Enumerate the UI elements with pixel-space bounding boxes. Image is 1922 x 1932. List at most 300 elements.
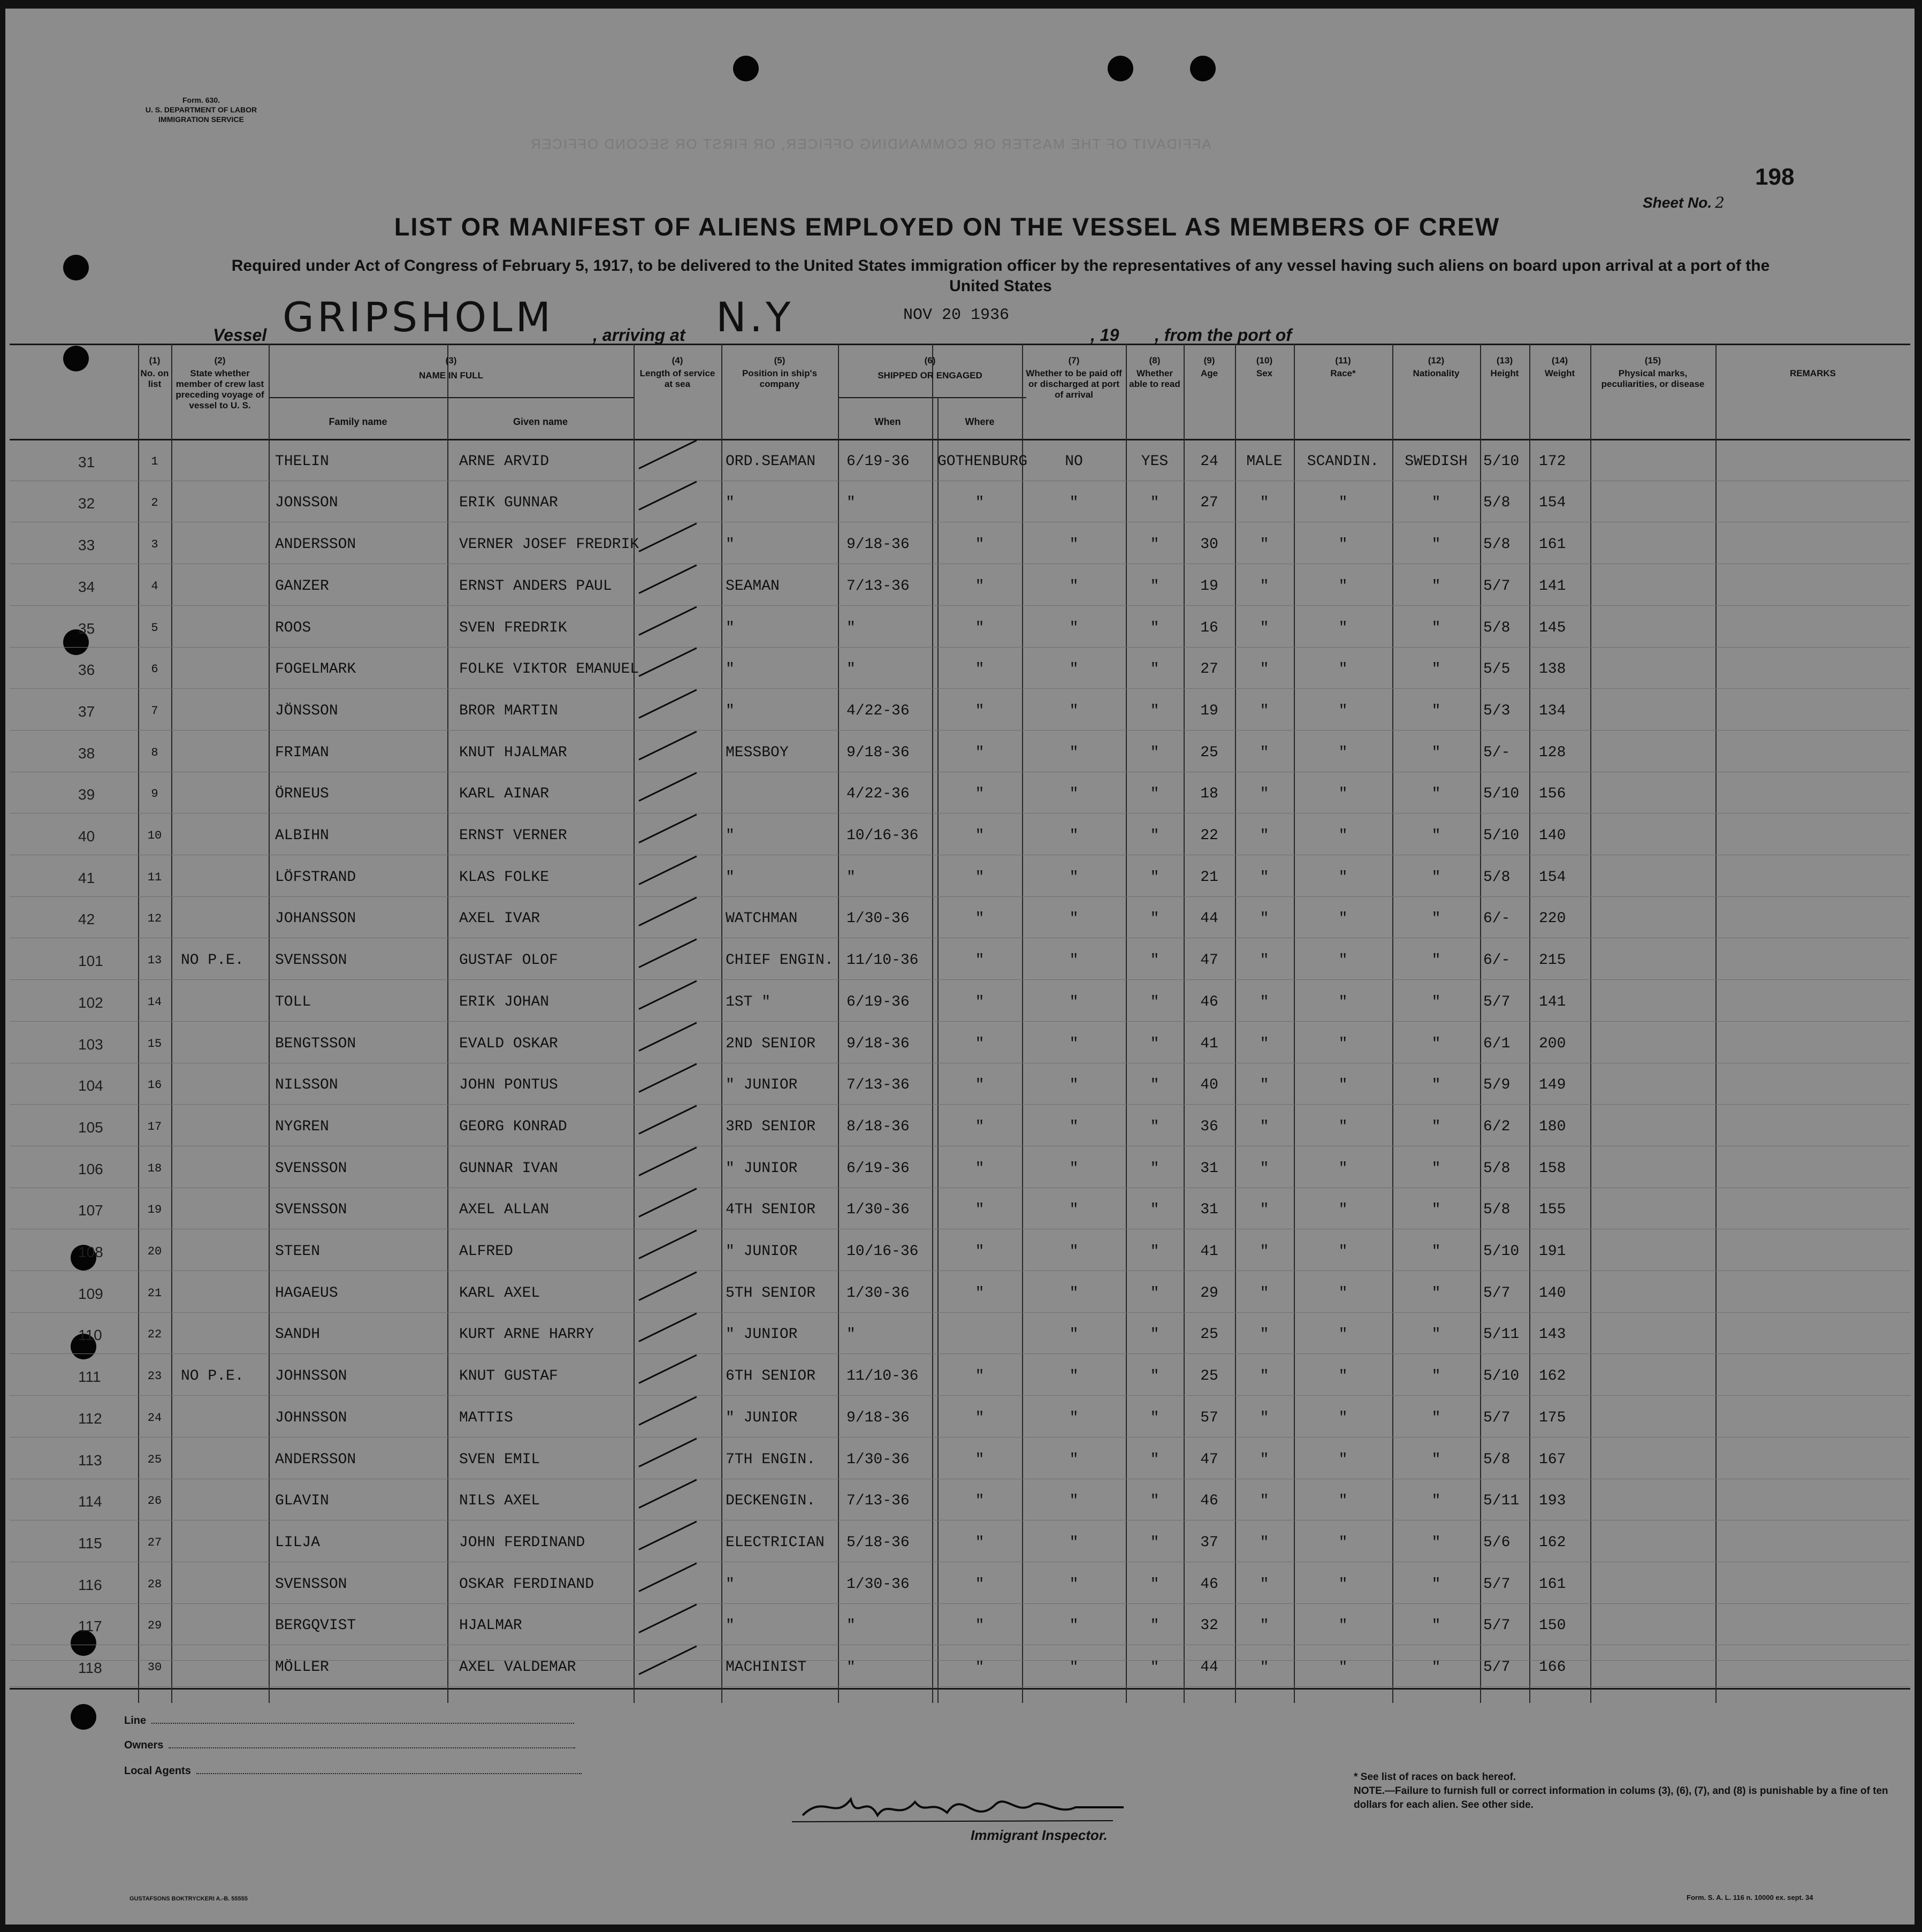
able-to-read: " bbox=[1150, 827, 1160, 844]
inspector-signature bbox=[792, 1783, 1134, 1831]
shipped-when: " bbox=[846, 1617, 856, 1634]
row-margin-number: 36 bbox=[78, 661, 95, 678]
table-bottom-rule bbox=[10, 1688, 1910, 1690]
able-to-read: " bbox=[1150, 1160, 1160, 1177]
list-number: 23 bbox=[147, 1370, 162, 1383]
ship-position: " bbox=[726, 869, 735, 886]
age: 44 bbox=[1200, 910, 1218, 927]
printer-imprint: GUSTAFSONS BOKTRYCKERI A.-B. 55555 bbox=[129, 1896, 248, 1902]
paid-off: " bbox=[1069, 744, 1079, 761]
given-name: BROR MARTIN bbox=[459, 703, 558, 719]
able-to-read: " bbox=[1150, 869, 1160, 886]
able-to-read: " bbox=[1150, 994, 1160, 1010]
paid-off: " bbox=[1069, 1119, 1079, 1135]
given-name: GUNNAR IVAN bbox=[459, 1160, 558, 1177]
family-name: SVENSSON bbox=[275, 1201, 347, 1218]
shipped-when: 7/13-36 bbox=[846, 578, 910, 595]
ship-position: " bbox=[726, 661, 735, 678]
ship-position: 2ND SENIOR bbox=[726, 1036, 816, 1052]
row-margin-number: 110 bbox=[78, 1327, 102, 1343]
column-header: State whether member of crew last preceding voyage of vessel to U. S. bbox=[176, 368, 264, 410]
shipped-when: 9/18-36 bbox=[846, 1410, 910, 1426]
weight: 220 bbox=[1539, 910, 1566, 927]
given-name: JOHN PONTUS bbox=[459, 1077, 558, 1093]
sheet-label: Sheet No. bbox=[1643, 194, 1712, 211]
column-number: (4) bbox=[672, 355, 683, 366]
sex: " bbox=[1260, 1451, 1269, 1468]
race: " bbox=[1338, 1077, 1348, 1093]
given-name: AXEL ALLAN bbox=[459, 1201, 550, 1218]
weight: 200 bbox=[1539, 1036, 1566, 1052]
family-name: SANDH bbox=[275, 1326, 321, 1343]
able-to-read: " bbox=[1150, 910, 1160, 927]
race: " bbox=[1338, 1576, 1348, 1593]
row-rule bbox=[10, 605, 1910, 606]
row-margin-number: 38 bbox=[78, 745, 95, 762]
column-header: Sex bbox=[1256, 368, 1273, 378]
family-name: THELIN bbox=[275, 453, 329, 470]
column-header: Position in ship's company bbox=[742, 368, 818, 389]
service-tick-mark bbox=[638, 1022, 697, 1052]
height: 5/7 bbox=[1483, 1617, 1511, 1634]
sex: " bbox=[1260, 1493, 1269, 1509]
list-number: 2 bbox=[151, 496, 158, 509]
height: 5/- bbox=[1483, 744, 1511, 761]
column-header: NAME IN FULL bbox=[419, 370, 483, 381]
shipped-where: GOTHENBURG bbox=[937, 453, 1028, 470]
age: 47 bbox=[1200, 1451, 1218, 1468]
shipped-where: " bbox=[975, 1576, 985, 1593]
race: " bbox=[1338, 1285, 1348, 1302]
family-name: GANZER bbox=[275, 578, 329, 595]
nationality: " bbox=[1431, 1410, 1441, 1426]
ship-position: 6TH SENIOR bbox=[726, 1368, 816, 1385]
race: " bbox=[1338, 1326, 1348, 1343]
list-number: 6 bbox=[151, 663, 158, 676]
given-name: HJALMAR bbox=[459, 1617, 522, 1634]
service-tick-mark bbox=[638, 856, 697, 885]
column-rule bbox=[1480, 344, 1481, 1703]
row-margin-number: 116 bbox=[78, 1577, 102, 1593]
column-number: (7) bbox=[1068, 355, 1080, 366]
height: 6/- bbox=[1483, 952, 1511, 969]
row-rule bbox=[10, 647, 1910, 648]
row-rule bbox=[10, 1395, 1910, 1396]
column-number: (10) bbox=[1256, 355, 1273, 366]
line-value-dots bbox=[151, 1723, 574, 1724]
penalty-note: NOTE.—Failure to furnish full or correct information in colums (3), (6), (7), and (8) is punishable by a fine of ten dollars for each alien. See other side. bbox=[1354, 1785, 1888, 1811]
race: " bbox=[1338, 952, 1348, 969]
sex: " bbox=[1260, 786, 1269, 802]
column-header: Height bbox=[1490, 368, 1519, 378]
service-tick-mark bbox=[638, 1188, 697, 1218]
weight: 134 bbox=[1539, 703, 1566, 719]
paid-off: " bbox=[1069, 495, 1079, 511]
height: 5/6 bbox=[1483, 1534, 1511, 1551]
column-number: (12) bbox=[1428, 355, 1445, 366]
shipped-when: " bbox=[846, 661, 856, 678]
weight: 191 bbox=[1539, 1243, 1566, 1260]
race: " bbox=[1338, 1243, 1348, 1260]
given-name: ALFRED bbox=[459, 1243, 513, 1260]
sex: " bbox=[1260, 495, 1269, 511]
race: SCANDIN. bbox=[1307, 453, 1379, 470]
manifest-sheet bbox=[5, 9, 1915, 1925]
paid-off: " bbox=[1069, 1036, 1079, 1052]
family-name: ANDERSSON bbox=[275, 1451, 356, 1468]
sheet-number bbox=[1643, 194, 1725, 211]
shipped-where: " bbox=[975, 495, 985, 511]
nationality: " bbox=[1431, 827, 1441, 844]
nationality: " bbox=[1431, 910, 1441, 927]
age: 46 bbox=[1200, 994, 1218, 1010]
given-name: GUSTAF OLOF bbox=[459, 952, 558, 969]
shipped-when: 4/22-36 bbox=[846, 703, 910, 719]
nationality: " bbox=[1431, 536, 1441, 553]
sex: " bbox=[1260, 1410, 1269, 1426]
able-to-read: " bbox=[1150, 703, 1160, 719]
line-field bbox=[124, 1715, 574, 1727]
family-name: LILJA bbox=[275, 1534, 321, 1551]
paid-off: " bbox=[1069, 536, 1079, 553]
nationality: " bbox=[1431, 1576, 1441, 1593]
shipped-when: 1/30-36 bbox=[846, 1285, 910, 1302]
nationality: " bbox=[1431, 578, 1441, 595]
weight: 215 bbox=[1539, 952, 1566, 969]
arrival-date-stamp: NOV 20 1936 bbox=[903, 306, 1010, 324]
able-to-read: " bbox=[1150, 1451, 1160, 1468]
paid-off: " bbox=[1069, 1160, 1079, 1177]
race: " bbox=[1338, 1368, 1348, 1385]
height: 5/7 bbox=[1483, 1576, 1511, 1593]
age: 25 bbox=[1200, 1368, 1218, 1385]
age: 32 bbox=[1200, 1617, 1218, 1634]
shipped-where: " bbox=[975, 661, 985, 678]
race: " bbox=[1338, 1201, 1348, 1218]
row-margin-number: 108 bbox=[78, 1244, 103, 1260]
nationality: " bbox=[1431, 1077, 1441, 1093]
family-name: JOHANSSON bbox=[275, 910, 356, 927]
list-number: 4 bbox=[151, 580, 158, 593]
shipped-when: 11/10-36 bbox=[846, 1368, 919, 1385]
age: 31 bbox=[1200, 1201, 1218, 1218]
height: 5/10 bbox=[1483, 827, 1520, 844]
column-subheader: When bbox=[874, 416, 901, 427]
shipped-when: 9/18-36 bbox=[846, 536, 910, 553]
shipped-where: " bbox=[975, 1410, 985, 1426]
service-tick-mark bbox=[638, 1521, 697, 1550]
column-header: SHIPPED OR ENGAGED bbox=[878, 370, 982, 381]
ship-position: " JUNIOR bbox=[726, 1243, 798, 1260]
given-name: VERNER JOSEF FREDRIK bbox=[459, 536, 639, 553]
list-number: 15 bbox=[147, 1037, 162, 1051]
nationality: " bbox=[1431, 1451, 1441, 1468]
height: 5/10 bbox=[1483, 1368, 1520, 1385]
ship-position: 1ST " bbox=[726, 994, 771, 1010]
column-number: (15) bbox=[1644, 355, 1661, 366]
sex: " bbox=[1260, 578, 1269, 595]
shipped-where: " bbox=[975, 1617, 985, 1634]
column-header: Whether able to read bbox=[1129, 368, 1180, 389]
column-number: (14) bbox=[1551, 355, 1568, 366]
race: " bbox=[1338, 994, 1348, 1010]
vessel-line bbox=[213, 293, 1850, 347]
service-tick-mark bbox=[638, 440, 697, 469]
service-tick-mark bbox=[638, 481, 697, 511]
ship-position: DECKENGIN. bbox=[726, 1493, 816, 1509]
able-to-read: " bbox=[1150, 1119, 1160, 1135]
able-to-read: " bbox=[1150, 495, 1160, 511]
shipped-when: 9/18-36 bbox=[846, 1036, 910, 1052]
family-name: HAGAEUS bbox=[275, 1285, 338, 1302]
race: " bbox=[1338, 1160, 1348, 1177]
given-name: SVEN FREDRIK bbox=[459, 620, 567, 636]
age: 19 bbox=[1200, 578, 1218, 595]
family-name: JOHNSSON bbox=[275, 1368, 347, 1385]
row-margin-number: 104 bbox=[78, 1077, 103, 1094]
ship-position: WATCHMAN bbox=[726, 910, 798, 927]
sex: " bbox=[1260, 1534, 1269, 1551]
shipped-where: " bbox=[975, 910, 985, 927]
row-margin-number: 42 bbox=[78, 911, 95, 927]
nationality: " bbox=[1431, 1659, 1441, 1676]
list-number: 17 bbox=[147, 1120, 162, 1134]
paid-off: " bbox=[1069, 1201, 1079, 1218]
height: 5/8 bbox=[1483, 1451, 1511, 1468]
nationality: " bbox=[1431, 1201, 1441, 1218]
family-name: TOLL bbox=[275, 994, 311, 1010]
age: 29 bbox=[1200, 1285, 1218, 1302]
shipped-where: " bbox=[975, 1201, 985, 1218]
row-margin-number: 37 bbox=[78, 703, 95, 720]
given-name: KARL AXEL bbox=[459, 1285, 540, 1302]
weight: 141 bbox=[1539, 578, 1566, 595]
age: 41 bbox=[1200, 1243, 1218, 1260]
service-tick-mark bbox=[638, 814, 697, 843]
given-name: ERNST VERNER bbox=[459, 827, 567, 844]
shipped-where: " bbox=[975, 1451, 985, 1468]
height: 5/8 bbox=[1483, 1201, 1511, 1218]
ship-position: ORD.SEAMAN bbox=[726, 453, 816, 470]
column-number: (3) bbox=[445, 355, 457, 366]
column-rule bbox=[932, 344, 933, 1703]
service-tick-mark bbox=[638, 731, 697, 760]
sex: " bbox=[1260, 1285, 1269, 1302]
age: 27 bbox=[1200, 495, 1218, 511]
table-header-bottom-rule bbox=[10, 439, 1910, 440]
arriving-label: , arriving at bbox=[593, 325, 685, 345]
column-rule bbox=[1529, 344, 1530, 1703]
shipped-where: " bbox=[975, 1368, 985, 1385]
race: " bbox=[1338, 661, 1348, 678]
shipped-when: " bbox=[846, 620, 856, 636]
race: " bbox=[1338, 786, 1348, 802]
sex: " bbox=[1260, 1160, 1269, 1177]
shipped-when: 6/19-36 bbox=[846, 1160, 910, 1177]
shipped-when: " bbox=[846, 869, 856, 886]
paid-off: " bbox=[1069, 1451, 1079, 1468]
height: 5/10 bbox=[1483, 786, 1520, 802]
service-tick-mark bbox=[638, 648, 697, 677]
sex: " bbox=[1260, 1119, 1269, 1135]
able-to-read: " bbox=[1150, 661, 1160, 678]
nationality: " bbox=[1431, 1534, 1441, 1551]
paid-off: " bbox=[1069, 578, 1079, 595]
able-to-read: " bbox=[1150, 1617, 1160, 1634]
family-name: ALBIHN bbox=[275, 827, 329, 844]
height: 5/11 bbox=[1483, 1326, 1520, 1343]
shipped-where: " bbox=[975, 952, 985, 969]
shipped-when: 1/30-36 bbox=[846, 1451, 910, 1468]
ship-position: CHIEF ENGIN. bbox=[726, 952, 834, 969]
paid-off: " bbox=[1069, 1410, 1079, 1426]
punch-hole bbox=[71, 1704, 96, 1730]
previous-voyage: NO P.E. bbox=[181, 1368, 244, 1385]
list-number: 21 bbox=[147, 1287, 162, 1300]
row-margin-number: 118 bbox=[78, 1660, 102, 1676]
column-header: No. on list bbox=[140, 368, 169, 389]
age: 25 bbox=[1200, 744, 1218, 761]
nationality: " bbox=[1431, 1493, 1441, 1509]
row-margin-number: 40 bbox=[78, 828, 95, 845]
weight: 162 bbox=[1539, 1534, 1566, 1551]
ship-position: " bbox=[726, 703, 735, 719]
service-tick-mark bbox=[638, 689, 697, 719]
list-number: 7 bbox=[151, 704, 158, 718]
age: 46 bbox=[1200, 1493, 1218, 1509]
column-header: Race* bbox=[1330, 368, 1356, 378]
column-number: (1) bbox=[149, 355, 161, 366]
age: 37 bbox=[1200, 1534, 1218, 1551]
list-number: 5 bbox=[151, 621, 158, 635]
list-number: 29 bbox=[147, 1619, 162, 1632]
race: " bbox=[1338, 1534, 1348, 1551]
able-to-read: " bbox=[1150, 620, 1160, 636]
row-margin-number: 105 bbox=[78, 1119, 103, 1136]
given-name: KARL AINAR bbox=[459, 786, 550, 802]
able-to-read: " bbox=[1150, 1036, 1160, 1052]
able-to-read: " bbox=[1150, 1368, 1160, 1385]
service-tick-mark bbox=[638, 565, 697, 594]
list-number: 27 bbox=[147, 1536, 162, 1549]
row-rule bbox=[10, 1104, 1910, 1105]
paid-off: " bbox=[1069, 1368, 1079, 1385]
ship-position: " JUNIOR bbox=[726, 1410, 798, 1426]
row-margin-number: 106 bbox=[78, 1161, 103, 1177]
family-name: STEEN bbox=[275, 1243, 321, 1260]
service-tick-mark bbox=[638, 523, 697, 552]
column-header: Weight bbox=[1544, 368, 1575, 378]
shipped-where: " bbox=[975, 869, 985, 886]
ship-position: " JUNIOR bbox=[726, 1326, 798, 1343]
column-rule bbox=[171, 344, 172, 1703]
row-margin-number: 109 bbox=[78, 1286, 103, 1302]
shipped-where: " bbox=[975, 536, 985, 553]
nationality: " bbox=[1431, 1368, 1441, 1385]
shipped-when: 1/30-36 bbox=[846, 910, 910, 927]
column-header: Length of service at sea bbox=[639, 368, 715, 389]
service-tick-mark bbox=[638, 1147, 697, 1176]
family-name: JONSSON bbox=[275, 495, 338, 511]
agents-label: Local Agents bbox=[124, 1765, 191, 1777]
sex: " bbox=[1260, 1368, 1269, 1385]
family-name: LÖFSTRAND bbox=[275, 869, 356, 886]
nationality: " bbox=[1431, 620, 1441, 636]
sex: " bbox=[1260, 1576, 1269, 1593]
age: 22 bbox=[1200, 827, 1218, 844]
shipped-where: " bbox=[975, 994, 985, 1010]
height: 5/5 bbox=[1483, 661, 1511, 678]
sex: " bbox=[1260, 1243, 1269, 1260]
shipped-where: " bbox=[975, 703, 985, 719]
row-margin-number: 113 bbox=[78, 1452, 102, 1469]
weight: 161 bbox=[1539, 1576, 1566, 1593]
age: 47 bbox=[1200, 952, 1218, 969]
service-tick-mark bbox=[638, 1438, 697, 1467]
row-margin-number: 101 bbox=[78, 953, 103, 969]
row-margin-number: 32 bbox=[78, 495, 95, 512]
age: 41 bbox=[1200, 1036, 1218, 1052]
form-number: Form. 630. bbox=[182, 96, 220, 104]
able-to-read: " bbox=[1150, 1659, 1160, 1676]
family-name: JOHNSSON bbox=[275, 1410, 347, 1426]
column-number: (2) bbox=[214, 355, 226, 366]
column-header: Whether to be paid off or discharged at port of arrival bbox=[1026, 368, 1122, 400]
column-subheader: Family name bbox=[329, 416, 387, 427]
paid-off: " bbox=[1069, 1617, 1079, 1634]
shipped-when: 7/13-36 bbox=[846, 1077, 910, 1093]
column-rule bbox=[1590, 344, 1591, 1703]
vessel-label: Vessel bbox=[213, 325, 267, 345]
sheet-value: 2 bbox=[1715, 194, 1725, 211]
weight: 161 bbox=[1539, 536, 1566, 553]
weight: 143 bbox=[1539, 1326, 1566, 1343]
ship-position: 7TH ENGIN. bbox=[726, 1451, 816, 1468]
sex: MALE bbox=[1246, 453, 1283, 470]
column-header: REMARKS bbox=[1790, 368, 1836, 378]
height: 5/7 bbox=[1483, 1659, 1511, 1676]
weight: 155 bbox=[1539, 1201, 1566, 1218]
vessel-name: GRIPSHOLM bbox=[283, 293, 554, 341]
row-rule bbox=[10, 979, 1910, 980]
height: 6/2 bbox=[1483, 1119, 1511, 1135]
row-margin-number: 102 bbox=[78, 994, 103, 1011]
height: 5/10 bbox=[1483, 1243, 1520, 1260]
nationality: " bbox=[1431, 952, 1441, 969]
race: " bbox=[1338, 536, 1348, 553]
paid-off: " bbox=[1069, 1534, 1079, 1551]
shipped-when: " bbox=[846, 495, 856, 511]
column-rule bbox=[269, 344, 270, 1703]
shipped-when: " bbox=[846, 1659, 856, 1676]
column-number: (13) bbox=[1496, 355, 1513, 366]
row-margin-number: 117 bbox=[78, 1618, 102, 1634]
weight: 140 bbox=[1539, 1285, 1566, 1302]
ship-position: " bbox=[726, 495, 735, 511]
given-name: OSKAR FERDINAND bbox=[459, 1576, 594, 1593]
page-stamp: 198 bbox=[1755, 164, 1795, 190]
column-subheader: Where bbox=[965, 416, 995, 427]
agents-value-dots bbox=[196, 1773, 582, 1774]
service-tick-mark bbox=[638, 939, 697, 968]
paid-off: " bbox=[1069, 1077, 1079, 1093]
height: 5/7 bbox=[1483, 578, 1511, 595]
list-number: 24 bbox=[147, 1411, 162, 1425]
shipped-where: " bbox=[975, 578, 985, 595]
list-number: 28 bbox=[147, 1578, 162, 1591]
race: " bbox=[1338, 703, 1348, 719]
able-to-read: " bbox=[1150, 786, 1160, 802]
